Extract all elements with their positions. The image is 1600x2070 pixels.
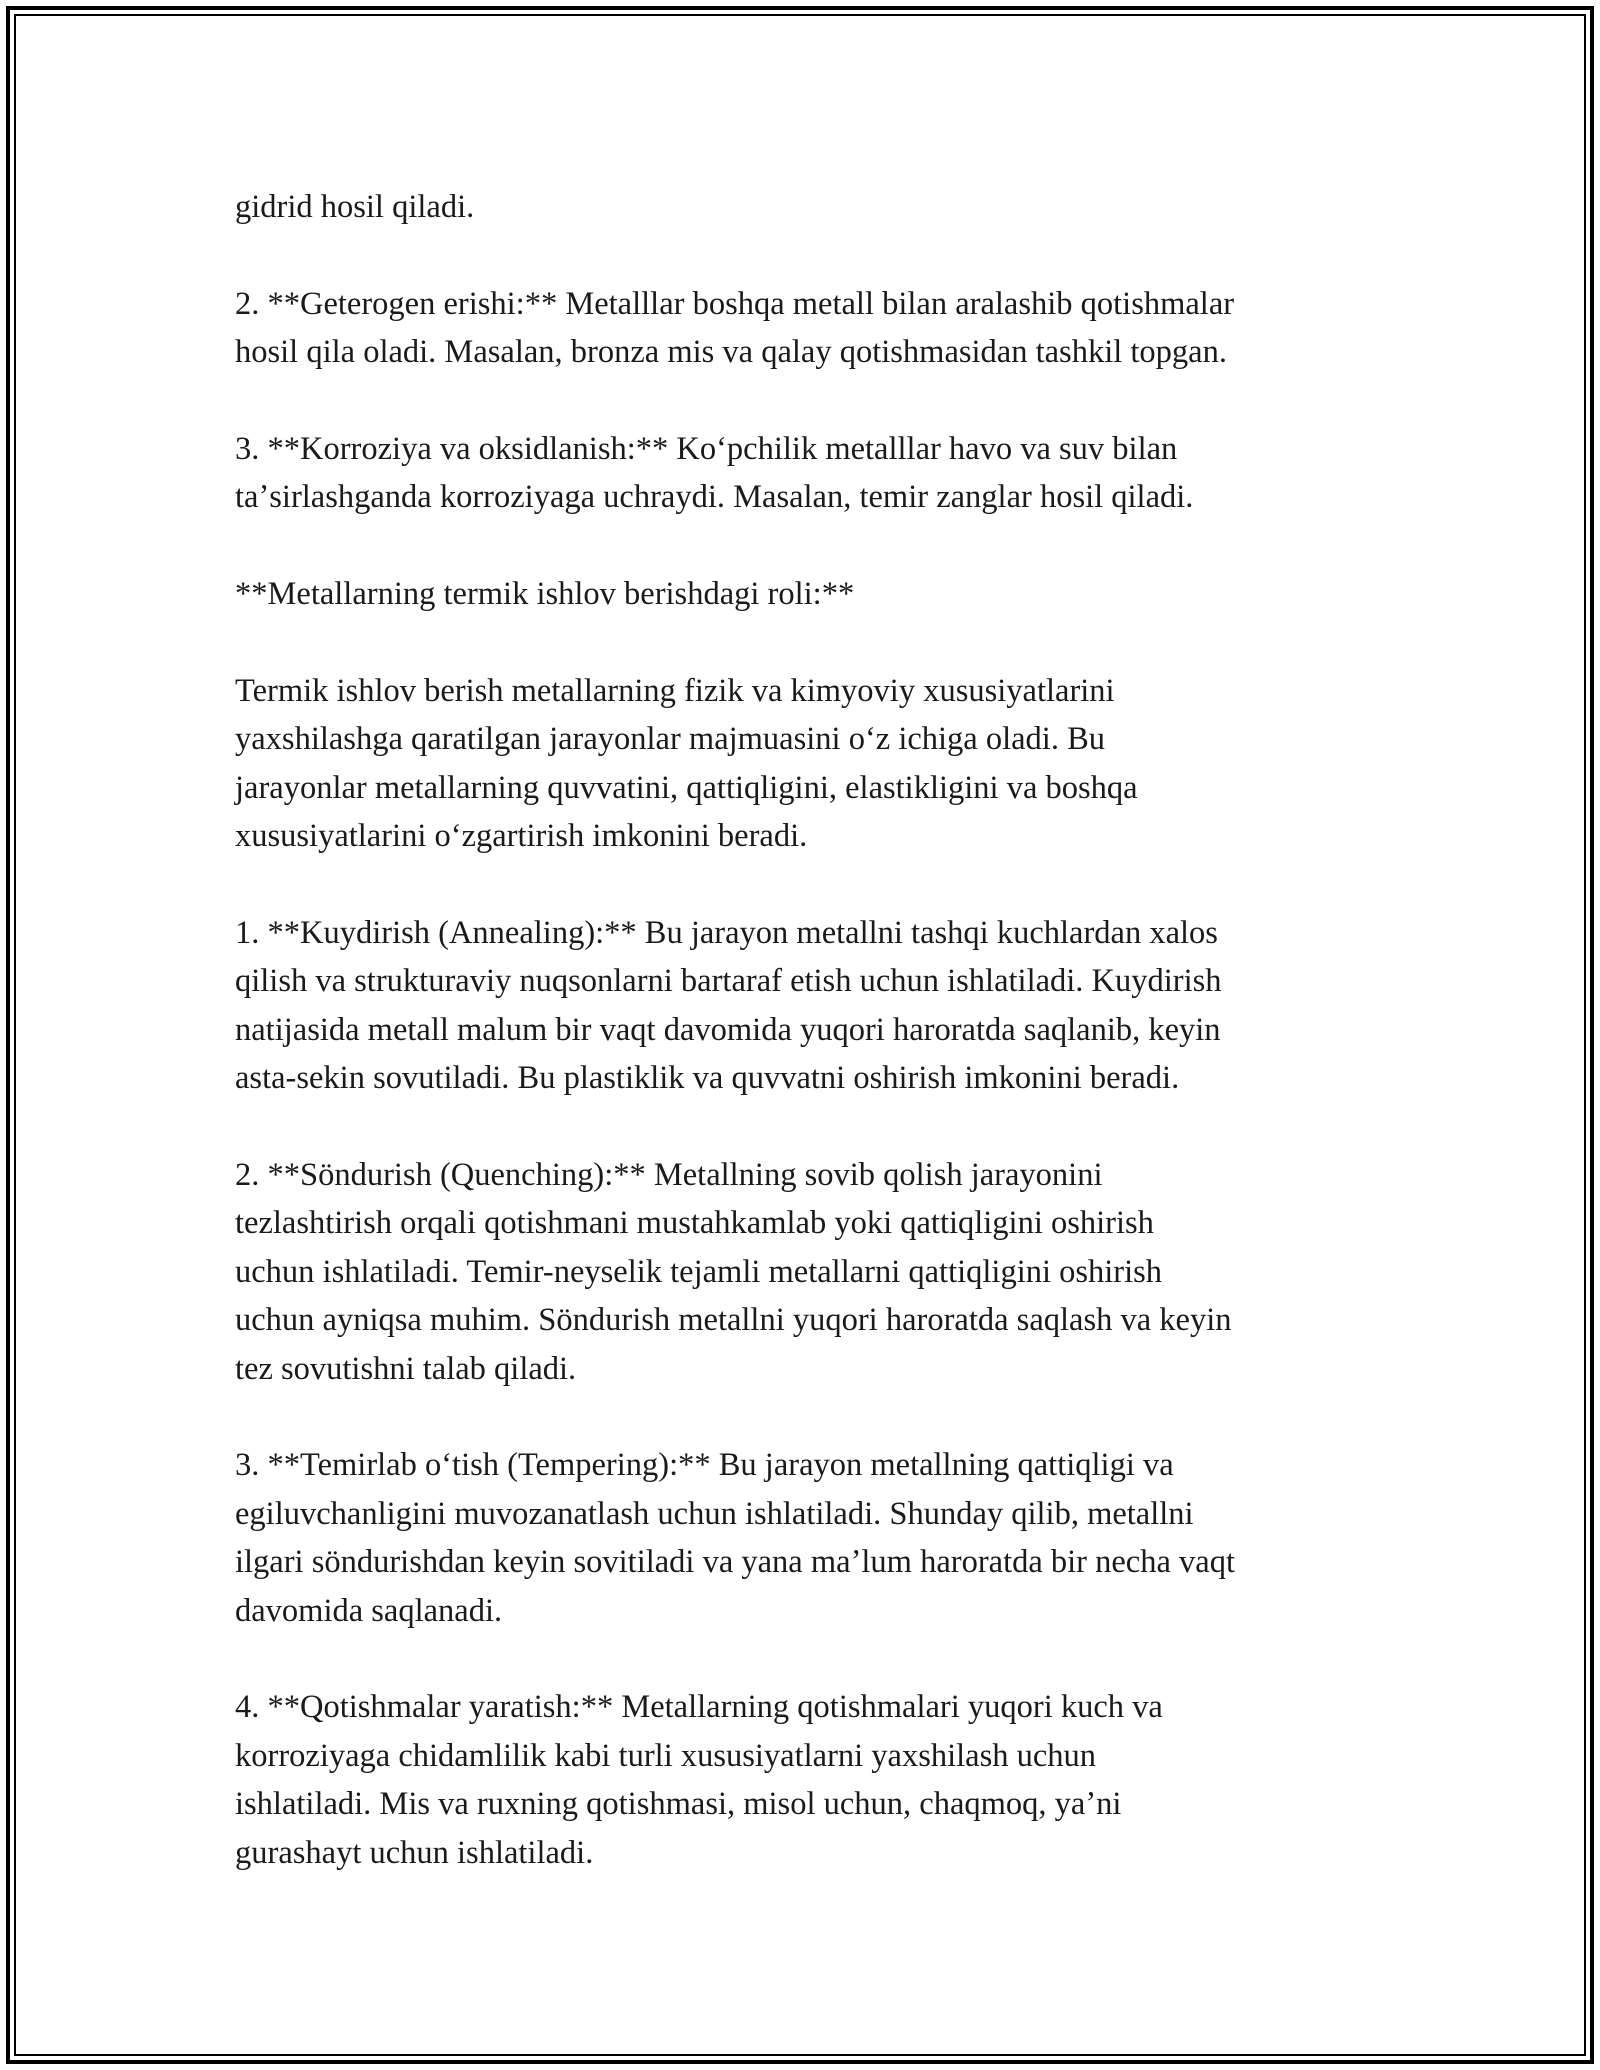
paragraph <box>235 909 1385 1103</box>
text-line: Termik ishlov berish metallarning fizik va kimyoviy xususiyatlarini <box>235 673 1115 709</box>
text-line: egiluvchanligini muvozanatlash uchun ishlatiladi. Shunday qilib, metallni <box>235 1495 1194 1532</box>
text-line: uchun ishlatiladi. Temir-neyselik tejamli metallarni qattiqligini oshirish <box>235 1253 1163 1290</box>
text-line: 2. **Söndurish (Quenching):** Metallning sovib qolish jarayonini <box>235 1157 1103 1194</box>
text-line: davomida saqlanadi. <box>235 1592 503 1629</box>
text-line: asta-sekin sovutiladi. Bu plastiklik va quvvatni oshirish imkonini beradi. <box>235 1060 1180 1097</box>
paragraph <box>235 1441 1385 1635</box>
text-line: korroziyaga chidamlilik kabi turli xususiyatlarni yaxshilash uchun <box>235 1737 1097 1774</box>
text-line: yaxshilashga qaratilgan jarayonlar majmuasini oʻz ichiga oladi. Bu <box>235 721 1106 758</box>
text-line: qilish va strukturaviy nuqsonlarni bartaraf etish uchun ishlatiladi. Kuydirish <box>235 963 1222 1000</box>
text-line: jarayonlar metallarning quvvatini, qattiqligini, elastikligini va boshqa <box>235 769 1138 806</box>
paragraph <box>235 425 1385 522</box>
text-line: 4. **Qotishmalar yaratish:** Metallarning qotishmalari yuqori kuch va <box>235 1689 1163 1726</box>
text-line: tez sovutishni talab qiladi. <box>235 1350 577 1387</box>
text-line: 3. **Korroziya va oksidlanish:** Koʻpchilik metalllar havo va suv bilan <box>235 431 1178 467</box>
text-line: ilgari söndurishdan keyin sovitiladi va yana maʼlum haroratda bir necha vaqt <box>235 1544 1235 1581</box>
text-line: xususiyatlarini oʻzgartirish imkonini beradi. <box>235 818 808 855</box>
paragraph <box>235 1683 1385 1877</box>
paragraph <box>235 667 1385 861</box>
text-line: tezlashtirish orqali qotishmani mustahkamlab yoki qattiqligini oshirish <box>235 1205 1154 1242</box>
text-line: gidrid hosil qiladi. <box>235 189 475 225</box>
text-line: uchun ayniqsa muhim. Söndurish metallni yuqori haroratda saqlash va keyin <box>235 1302 1232 1339</box>
paragraph <box>235 1151 1385 1393</box>
text-line: hosil qila oladi. Masalan, bronza mis va qalay qotishmasidan tashkil topgan. <box>235 334 1227 371</box>
section-heading <box>235 570 1385 618</box>
paragraph <box>235 280 1385 377</box>
document-body <box>235 183 1385 1925</box>
text-line: 3. **Temirlab oʻtish (Tempering):** Bu jarayon metallning qattiqligi va <box>235 1447 1174 1484</box>
text-line: ishlatiladi. Mis va ruxning qotishmasi, misol uchun, chaqmoq, yaʼni <box>235 1786 1122 1823</box>
text-line: **Metallarning termik ishlov berishdagi roli:** <box>235 576 855 613</box>
text-line: 2. **Geterogen erishi:** Metalllar boshqa metall bilan aralashib qotishmalar <box>235 285 1235 322</box>
text-line: natijasida metall malum bir vaqt davomida yuqori haroratda saqlanib, keyin <box>235 1011 1221 1048</box>
text-line: 1. **Kuydirish (Annealing):** Bu jarayon metallni tashqi kuchlardan xalos <box>235 915 1218 952</box>
text-line: taʼsirlashganda korroziyaga uchraydi. Masalan, temir zanglar hosil qiladi. <box>235 479 1194 516</box>
text-line: gurashayt uchun ishlatiladi. <box>235 1834 594 1871</box>
paragraph <box>235 183 1385 231</box>
